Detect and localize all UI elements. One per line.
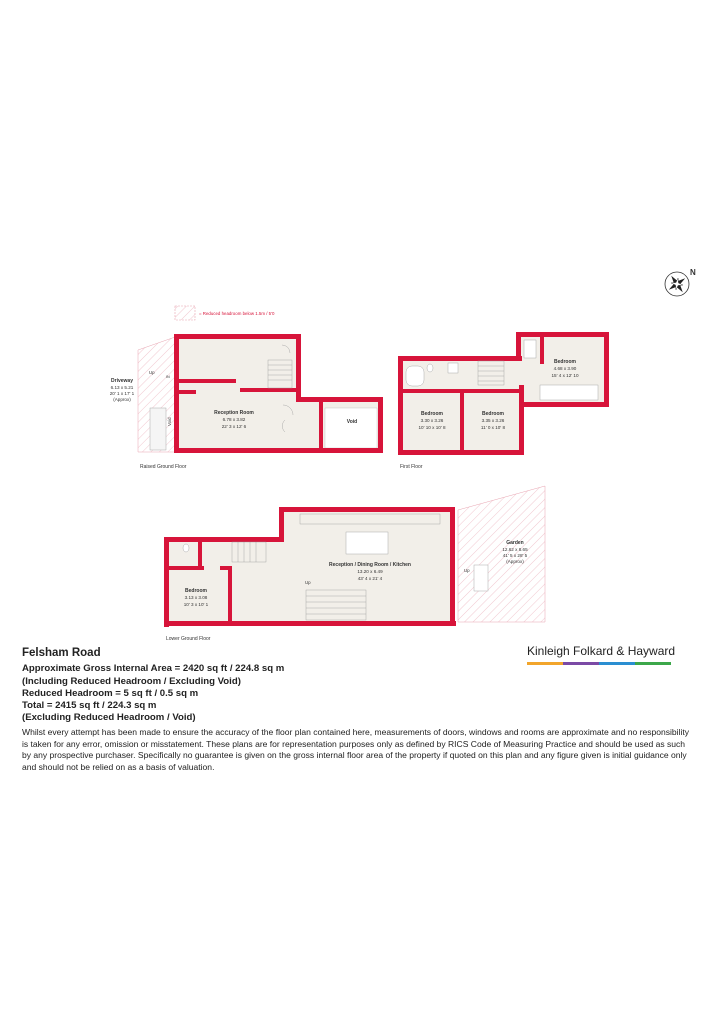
- property-title: Felsham Road: [22, 647, 101, 659]
- first-bedroom-left-dim-metric: 3.30 x 3.26: [420, 418, 444, 423]
- lower-ground-floor-plan: [164, 486, 545, 640]
- brand-bar-orange: [527, 662, 563, 665]
- raised-in-label: IN: [166, 375, 170, 379]
- garden-label: Garden: [506, 540, 524, 546]
- legend: [175, 306, 275, 320]
- compass-north-letter: N: [690, 268, 696, 277]
- disclaimer-text: Whilst every attempt has been made to ensure the accuracy of the floor plan contained here, measurements of doors, windows and rooms are approximate and no responsibility is taken for any error, omission or misstatement. These plans are for representation purposes only as defined by RICS Code of Measuring Practice and should be used as such by any prospective purchaser. Specifically no guarantee is given on the gross internal floor area of the property if quoted on this plan and any figure given is initial guidance only and should not be relied on as a basis of valuation.: [22, 727, 690, 772]
- lower-bedroom-dim-metric: 3.13 x 3.08: [184, 595, 208, 600]
- legend-text: = Reduced headroom below 1.5m / 5'0: [199, 311, 275, 316]
- brand-bar-purple: [563, 662, 599, 665]
- first-bedroom-right-label: Bedroom: [482, 411, 504, 417]
- first-bedroom-large-dim-imperial: 15' 4 x 12' 10: [551, 373, 579, 378]
- first-bedroom-left-dim-imperial: 10' 10 x 10' 8: [418, 425, 446, 430]
- first-bedroom-right-dim-metric: 3.35 x 3.26: [481, 418, 505, 423]
- void-label: Void: [346, 419, 358, 425]
- first-floor-plan: [398, 332, 609, 470]
- garden-up-label: Up: [464, 568, 470, 573]
- lower-bedroom-dim-imperial: 10' 3 x 10' 1: [183, 602, 209, 607]
- void-side-label: Void: [167, 417, 172, 426]
- reception-room-dim-imperial: 22' 3 x 12' 6: [221, 424, 247, 429]
- lower-ground-floor-name: Lower Ground Floor: [166, 636, 211, 640]
- first-bedroom-right-dim-imperial: 11' 0 x 10' 8: [480, 425, 506, 430]
- first-bedroom-large-dim-metric: 4.68 x 3.90: [553, 366, 577, 371]
- raised-up-label: Up: [149, 370, 155, 375]
- raised-ground-floor-name: Raised Ground Floor: [140, 464, 187, 470]
- compass-rose-icon: [663, 268, 696, 298]
- garden-approx: (Approx): [506, 559, 524, 564]
- lower-reception-label: Reception / Dining Room / Kitchen: [329, 562, 411, 568]
- lower-bedroom-label: Bedroom: [185, 588, 207, 594]
- lower-reception-dim-metric: 13.20 x 6.49: [357, 569, 383, 574]
- driveway-label: Driveway: [111, 378, 133, 384]
- raised-ground-floor-plan: [110, 334, 383, 470]
- first-bedroom-large-label: Bedroom: [554, 359, 576, 365]
- brand-bar-blue: [599, 662, 635, 665]
- driveway-dim-metric: 6.13 x 5.21: [110, 385, 134, 390]
- first-floor-name: First Floor: [400, 464, 423, 470]
- reduced-headroom-swatch: [175, 306, 195, 320]
- gross-area-note: (Including Reduced Headroom / Excluding Void): [22, 676, 241, 687]
- first-bedroom-left-label: Bedroom: [421, 411, 443, 417]
- reception-room-label: Reception Room: [214, 410, 254, 416]
- brand-bar-green: [635, 662, 671, 665]
- gross-area-line: Approximate Gross Internal Area = 2420 sq ft / 224.8 sq m: [22, 663, 285, 674]
- reduced-headroom-line: Reduced Headroom = 5 sq ft / 0.5 sq m: [22, 688, 199, 699]
- driveway-approx: (Approx): [113, 397, 131, 402]
- total-area-line: Total = 2415 sq ft / 224.3 sq m: [22, 700, 157, 711]
- garden-dim-metric: 12.62 x 8.65: [502, 547, 528, 552]
- reception-room-dim-metric: 6.78 x 3.82: [222, 417, 246, 422]
- driveway-dim-imperial: 20' 1 x 17' 1: [109, 391, 135, 396]
- lower-up-label: Up: [305, 580, 311, 585]
- brand-logo-text: Kinleigh Folkard & Hayward: [527, 644, 676, 658]
- total-area-note: (Excluding Reduced Headroom / Void): [22, 712, 196, 723]
- lower-reception-dim-imperial: 43' 4 x 21' 4: [357, 576, 383, 581]
- garden-dim-imperial: 41' 5 x 28' 5: [502, 553, 528, 558]
